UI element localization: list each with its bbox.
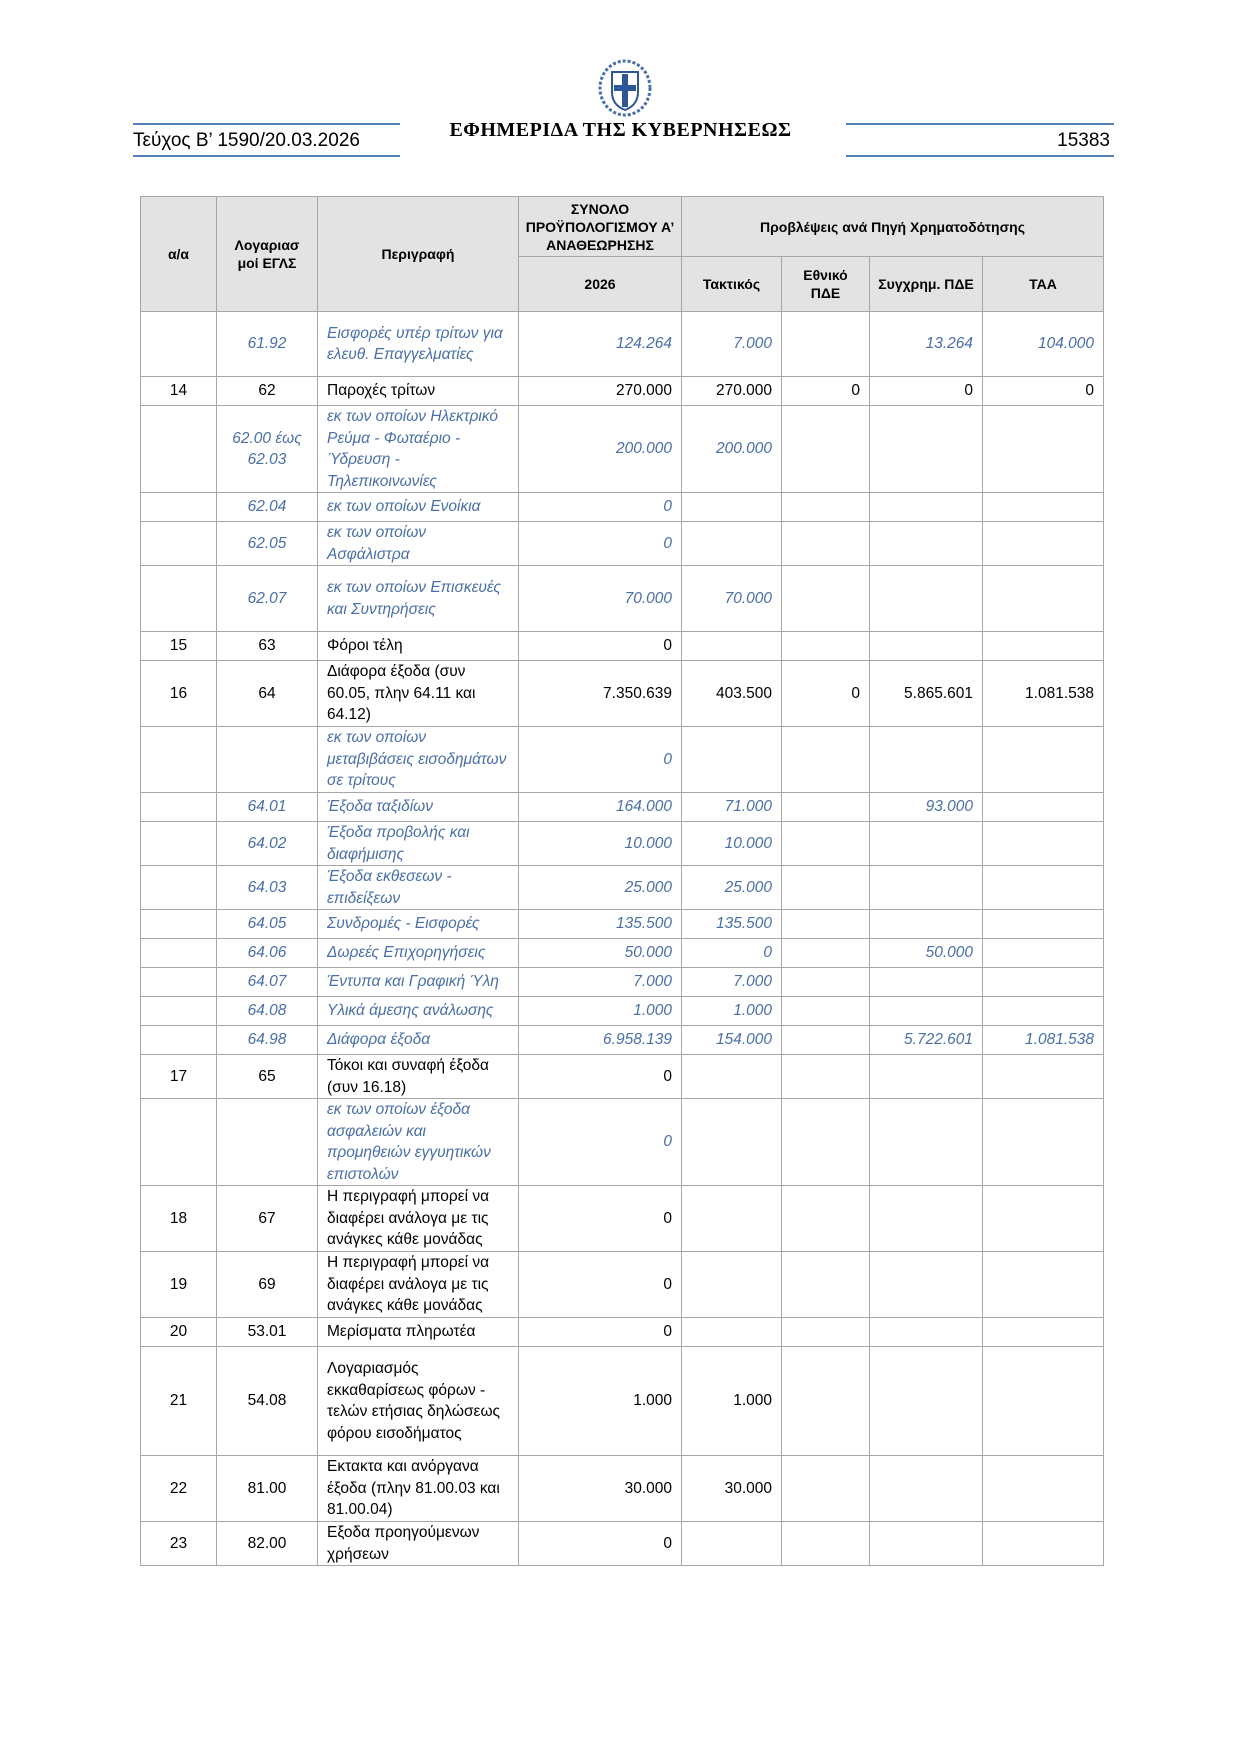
cell-national-pde [782, 1522, 870, 1566]
table-row [141, 377, 1104, 406]
cell-aa [141, 793, 217, 822]
cell-total: 0 [519, 727, 682, 793]
cell-taa [983, 1522, 1104, 1566]
cell-taa [983, 1252, 1104, 1318]
cell-national-pde [782, 312, 870, 377]
table-row [141, 1055, 1104, 1099]
cell-account: 53.01 [217, 1318, 318, 1347]
cell-taa [983, 1456, 1104, 1522]
cell-aa [141, 968, 217, 997]
cell-account: 64 [217, 661, 318, 727]
cell-account: 64.08 [217, 997, 318, 1026]
cell-cofunded-pde [870, 1347, 983, 1456]
header-total-group: ΣΥΝΟΛΟ ΠΡΟΫΠΟΛΟΓΙΣΜΟΥ Α’ ΑΝΑΘΕΩΡΗΣΗΣ [519, 197, 682, 257]
cell-description: Λογαριασμός εκκαθαρίσεως φόρων - τελών ετήσιας δηλώσεως φόρου εισοδήματος [318, 1347, 519, 1456]
cell-aa [141, 997, 217, 1026]
table-row [141, 1347, 1104, 1456]
cell-national-pde [782, 406, 870, 493]
cell-regular: 154.000 [682, 1026, 782, 1055]
cell-regular [682, 493, 782, 522]
cell-cofunded-pde [870, 1252, 983, 1318]
cell-cofunded-pde [870, 1318, 983, 1347]
cell-total: 0 [519, 1055, 682, 1099]
cell-total: 200.000 [519, 406, 682, 493]
cell-account: 64.03 [217, 866, 318, 910]
cell-taa [983, 632, 1104, 661]
page-number: 15383 [1057, 130, 1110, 151]
budget-table [140, 196, 1104, 1566]
cell-aa [141, 493, 217, 522]
cell-national-pde [782, 1055, 870, 1099]
cell-account: 69 [217, 1252, 318, 1318]
cell-taa [983, 727, 1104, 793]
cell-national-pde [782, 939, 870, 968]
table-row [141, 1252, 1104, 1318]
cell-description: Συνδρομές - Εισφορές [318, 910, 519, 939]
cell-account: 82.00 [217, 1522, 318, 1566]
cell-taa: 1.081.538 [983, 661, 1104, 727]
cell-total: 70.000 [519, 566, 682, 632]
cell-aa [141, 522, 217, 566]
header-national-pde: Εθνικό ΠΔΕ [782, 257, 870, 312]
cell-cofunded-pde [870, 968, 983, 997]
cell-account: 67 [217, 1186, 318, 1252]
cell-taa [983, 822, 1104, 866]
cell-account: 62.05 [217, 522, 318, 566]
table-row [141, 312, 1104, 377]
cell-cofunded-pde: 0 [870, 377, 983, 406]
cell-aa: 21 [141, 1347, 217, 1456]
table-row [141, 1186, 1104, 1252]
cell-total: 30.000 [519, 1456, 682, 1522]
table-row [141, 632, 1104, 661]
cell-description: εκ των οποίων Ενοίκια [318, 493, 519, 522]
cell-total: 0 [519, 1318, 682, 1347]
cell-aa [141, 727, 217, 793]
cell-national-pde [782, 522, 870, 566]
cell-cofunded-pde [870, 632, 983, 661]
cell-aa: 16 [141, 661, 217, 727]
cell-description: Διάφορα έξοδα [318, 1026, 519, 1055]
cell-description: εκ των οποίων έξοδα ασφαλειών και προμηθειών εγγυητικών επιστολών [318, 1099, 519, 1186]
header-funding-group: Προβλέψεις ανά Πηγή Χρηματοδότησης [682, 197, 1104, 257]
cell-total: 0 [519, 522, 682, 566]
cell-description: Εξοδα προηγούμενων χρήσεων [318, 1522, 519, 1566]
cell-national-pde [782, 997, 870, 1026]
cell-regular: 30.000 [682, 1456, 782, 1522]
cell-account: 62 [217, 377, 318, 406]
table-row [141, 910, 1104, 939]
cell-aa: 19 [141, 1252, 217, 1318]
cell-national-pde [782, 793, 870, 822]
cell-national-pde [782, 968, 870, 997]
cell-regular [682, 522, 782, 566]
cell-taa [983, 1055, 1104, 1099]
cell-description: εκ των οποίων Ηλεκτρικό Ρεύμα - Φωταέριο - Ύδρευση - Τηλεπικοινωνίες [318, 406, 519, 493]
cell-total: 0 [519, 632, 682, 661]
cell-taa [983, 793, 1104, 822]
cell-national-pde [782, 1252, 870, 1318]
cell-national-pde [782, 910, 870, 939]
cell-taa [983, 968, 1104, 997]
cell-total: 50.000 [519, 939, 682, 968]
cell-aa: 23 [141, 1522, 217, 1566]
issue-reference: Τεύχος Β’ 1590/20.03.2026 [133, 130, 360, 151]
cell-national-pde: 0 [782, 661, 870, 727]
cell-aa: 22 [141, 1456, 217, 1522]
table-row [141, 1026, 1104, 1055]
cell-regular: 200.000 [682, 406, 782, 493]
gazette-title: ΕΦΗΜΕΡΙΔΑ ΤΗΣ ΚΥΒΕΡΝΗΣΕΩΣ [449, 119, 792, 141]
cell-account: 65 [217, 1055, 318, 1099]
cell-description: εκ των οποίων μεταβιβάσεις εισοδημάτων σε τρίτους [318, 727, 519, 793]
cell-taa: 1.081.538 [983, 1026, 1104, 1055]
cell-regular: 1.000 [682, 1347, 782, 1456]
cell-total: 0 [519, 1099, 682, 1186]
cell-regular: 70.000 [682, 566, 782, 632]
cell-cofunded-pde [870, 866, 983, 910]
cell-taa [983, 866, 1104, 910]
cell-cofunded-pde: 50.000 [870, 939, 983, 968]
cell-account [217, 727, 318, 793]
cell-national-pde [782, 822, 870, 866]
cell-national-pde [782, 632, 870, 661]
cell-account: 64.06 [217, 939, 318, 968]
table-row [141, 822, 1104, 866]
cell-regular: 0 [682, 939, 782, 968]
cell-account: 62.00 έως 62.03 [217, 406, 318, 493]
cell-aa [141, 822, 217, 866]
cell-regular [682, 1522, 782, 1566]
cell-national-pde [782, 1456, 870, 1522]
cell-regular [682, 632, 782, 661]
cell-description: Τόκοι και συναφή έξοδα (συν 16.18) [318, 1055, 519, 1099]
cell-taa: 0 [983, 377, 1104, 406]
table-row [141, 661, 1104, 727]
greek-coat-of-arms-icon [597, 58, 653, 118]
cell-national-pde [782, 1347, 870, 1456]
table-row [141, 566, 1104, 632]
table-row [141, 406, 1104, 493]
cell-national-pde [782, 866, 870, 910]
table-row [141, 727, 1104, 793]
cell-account: 62.04 [217, 493, 318, 522]
cell-total: 7.000 [519, 968, 682, 997]
cell-aa [141, 312, 217, 377]
cell-account: 64.02 [217, 822, 318, 866]
cell-regular [682, 1099, 782, 1186]
cell-regular: 71.000 [682, 793, 782, 822]
cell-regular: 10.000 [682, 822, 782, 866]
cell-description: Έντυπα και Γραφική Ύλη [318, 968, 519, 997]
header-rule-left-bottom [133, 155, 400, 157]
cell-national-pde [782, 1318, 870, 1347]
table-row [141, 968, 1104, 997]
cell-cofunded-pde [870, 1099, 983, 1186]
cell-total: 124.264 [519, 312, 682, 377]
table-row [141, 1318, 1104, 1347]
cell-regular: 7.000 [682, 968, 782, 997]
cell-cofunded-pde [870, 727, 983, 793]
cell-taa [983, 939, 1104, 968]
cell-cofunded-pde [870, 1522, 983, 1566]
cell-regular [682, 1252, 782, 1318]
cell-regular: 1.000 [682, 997, 782, 1026]
cell-description: Έξοδα εκθεσεων - επιδείξεων [318, 866, 519, 910]
cell-aa: 20 [141, 1318, 217, 1347]
cell-regular [682, 1186, 782, 1252]
cell-regular [682, 727, 782, 793]
cell-description: Η περιγραφή μπορεί να διαφέρει ανάλογα με τις ανάγκες κάθε μονάδας [318, 1252, 519, 1318]
cell-cofunded-pde: 5.865.601 [870, 661, 983, 727]
cell-aa [141, 566, 217, 632]
cell-description: Φόροι τέλη [318, 632, 519, 661]
cell-description: Η περιγραφή μπορεί να διαφέρει ανάλογα με τις ανάγκες κάθε μονάδας [318, 1186, 519, 1252]
cell-national-pde: 0 [782, 377, 870, 406]
cell-aa [141, 406, 217, 493]
header-cofunded-pde: Συγχρημ. ΠΔΕ [870, 257, 983, 312]
cell-account: 64.05 [217, 910, 318, 939]
budget-table-body [141, 312, 1104, 1566]
cell-account: 61.92 [217, 312, 318, 377]
header-rule-right-bottom [846, 155, 1114, 157]
cell-cofunded-pde [870, 566, 983, 632]
table-row [141, 1099, 1104, 1186]
cell-cofunded-pde [870, 822, 983, 866]
cell-description: Διάφορα έξοδα (συν 60.05, πλην 64.11 και 64.12) [318, 661, 519, 727]
cell-cofunded-pde: 5.722.601 [870, 1026, 983, 1055]
cell-taa [983, 493, 1104, 522]
cell-taa [983, 1318, 1104, 1347]
cell-description: Μερίσματα πληρωτέα [318, 1318, 519, 1347]
cell-national-pde [782, 727, 870, 793]
cell-total: 7.350.639 [519, 661, 682, 727]
cell-taa [983, 910, 1104, 939]
header-year: 2026 [519, 257, 682, 312]
cell-aa [141, 939, 217, 968]
cell-account: 54.08 [217, 1347, 318, 1456]
cell-description: Υλικά άμεσης ανάλωσης [318, 997, 519, 1026]
cell-total: 0 [519, 493, 682, 522]
cell-cofunded-pde [870, 493, 983, 522]
cell-account [217, 1099, 318, 1186]
cell-total: 164.000 [519, 793, 682, 822]
cell-cofunded-pde [870, 997, 983, 1026]
table-row [141, 1522, 1104, 1566]
cell-regular: 7.000 [682, 312, 782, 377]
cell-cofunded-pde [870, 406, 983, 493]
header-description: Περιγραφή [318, 197, 519, 312]
cell-total: 270.000 [519, 377, 682, 406]
cell-cofunded-pde [870, 1055, 983, 1099]
cell-total: 0 [519, 1522, 682, 1566]
cell-cofunded-pde: 93.000 [870, 793, 983, 822]
cell-aa [141, 1099, 217, 1186]
table-row [141, 866, 1104, 910]
cell-aa [141, 866, 217, 910]
cell-aa: 15 [141, 632, 217, 661]
cell-cofunded-pde [870, 522, 983, 566]
cell-total: 10.000 [519, 822, 682, 866]
cell-description: εκ των οποίων Επισκευές και Συντηρήσεις [318, 566, 519, 632]
table-row [141, 793, 1104, 822]
cell-description: Έξοδα προβολής και διαφήμισης [318, 822, 519, 866]
table-row [141, 493, 1104, 522]
cell-aa: 17 [141, 1055, 217, 1099]
cell-taa [983, 1186, 1104, 1252]
cell-description: εκ των οποίων Ασφάλιστρα [318, 522, 519, 566]
cell-description: Εισφορές υπέρ τρίτων για ελευθ. Επαγγελματίες [318, 312, 519, 377]
cell-national-pde [782, 566, 870, 632]
cell-total: 1.000 [519, 997, 682, 1026]
cell-account: 63 [217, 632, 318, 661]
cell-account: 62.07 [217, 566, 318, 632]
cell-regular: 135.500 [682, 910, 782, 939]
cell-cofunded-pde [870, 910, 983, 939]
cell-regular [682, 1055, 782, 1099]
cell-taa: 104.000 [983, 312, 1104, 377]
header-aa: α/α [141, 197, 217, 312]
cell-taa [983, 1099, 1104, 1186]
cell-aa [141, 910, 217, 939]
cell-aa: 18 [141, 1186, 217, 1252]
cell-description: Δωρεές Επιχορηγήσεις [318, 939, 519, 968]
table-row [141, 522, 1104, 566]
cell-description: Εκτακτα και ανόργανα έξοδα (πλην 81.00.03 και 81.00.04) [318, 1456, 519, 1522]
cell-national-pde [782, 1099, 870, 1186]
cell-account: 64.07 [217, 968, 318, 997]
cell-regular: 403.500 [682, 661, 782, 727]
cell-account: 64.98 [217, 1026, 318, 1055]
cell-description: Παροχές τρίτων [318, 377, 519, 406]
cell-taa [983, 406, 1104, 493]
cell-total: 1.000 [519, 1347, 682, 1456]
cell-regular: 25.000 [682, 866, 782, 910]
cell-total: 25.000 [519, 866, 682, 910]
cell-cofunded-pde: 13.264 [870, 312, 983, 377]
cell-taa [983, 522, 1104, 566]
cell-national-pde [782, 493, 870, 522]
cell-taa [983, 566, 1104, 632]
cell-total: 0 [519, 1252, 682, 1318]
header-regular: Τακτικός [682, 257, 782, 312]
cell-national-pde [782, 1026, 870, 1055]
header-taa: ΤΑΑ [983, 257, 1104, 312]
cell-cofunded-pde [870, 1186, 983, 1252]
table-row [141, 1456, 1104, 1522]
cell-total: 0 [519, 1186, 682, 1252]
cell-regular [682, 1318, 782, 1347]
table-row [141, 939, 1104, 968]
cell-cofunded-pde [870, 1456, 983, 1522]
cell-description: Έξοδα ταξιδίων [318, 793, 519, 822]
cell-taa [983, 997, 1104, 1026]
cell-account: 64.01 [217, 793, 318, 822]
cell-aa: 14 [141, 377, 217, 406]
cell-total: 6.958.139 [519, 1026, 682, 1055]
table-row [141, 997, 1104, 1026]
cell-aa [141, 1026, 217, 1055]
cell-account: 81.00 [217, 1456, 318, 1522]
cell-regular: 270.000 [682, 377, 782, 406]
cell-national-pde [782, 1186, 870, 1252]
cell-taa [983, 1347, 1104, 1456]
header-account: Λογαριασ μοί ΕΓΛΣ [217, 197, 318, 312]
cell-total: 135.500 [519, 910, 682, 939]
